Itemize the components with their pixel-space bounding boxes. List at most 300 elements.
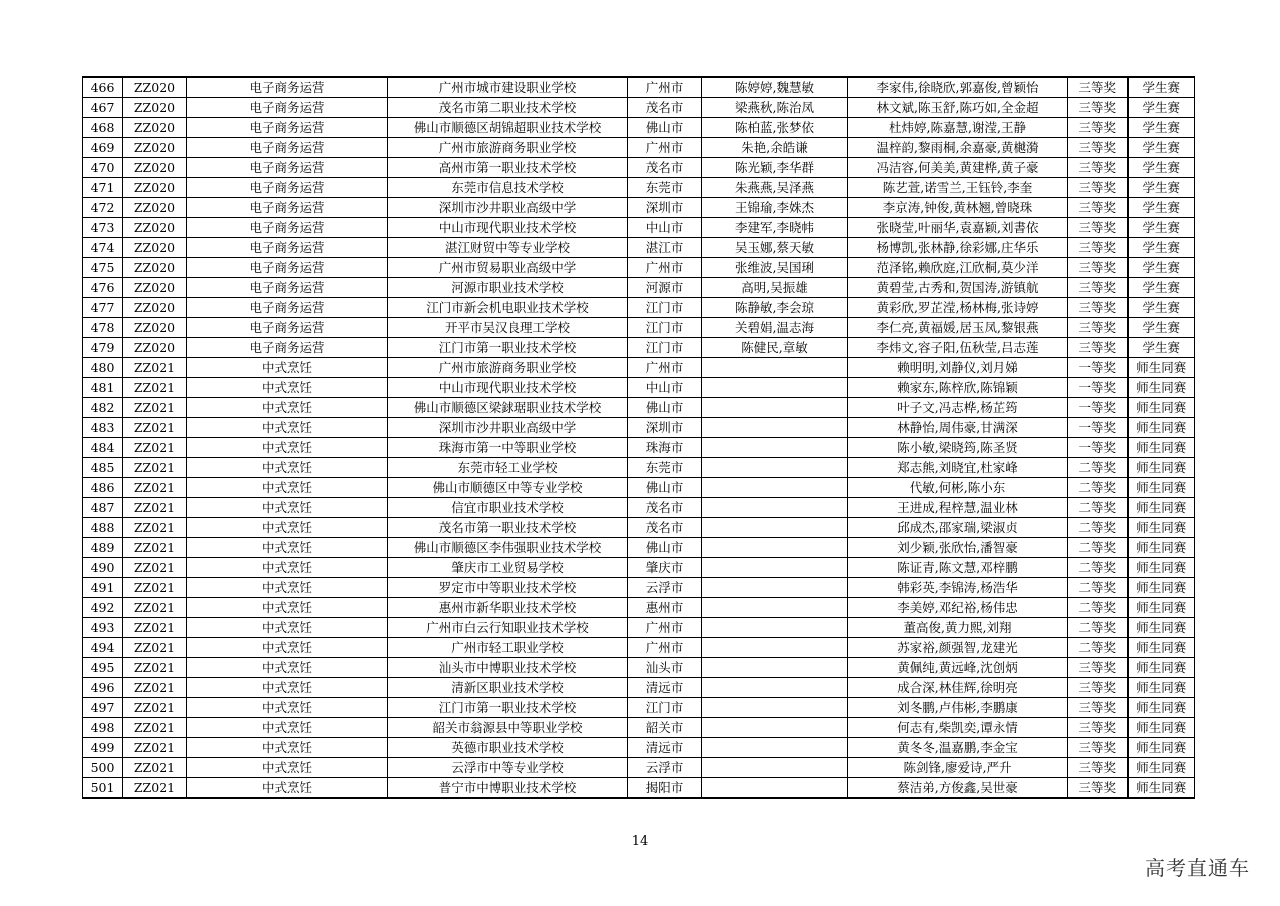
- contestants-cell: 黄彩欣,罗芷滢,杨林梅,张诗婷: [848, 298, 1068, 318]
- award-cell: 二等奖: [1068, 618, 1128, 638]
- award-cell: 三等奖: [1068, 278, 1128, 298]
- city-cell: 清远市: [628, 738, 702, 758]
- event-code-cell: ZZ020: [123, 338, 187, 358]
- event-name-cell: 中式烹饪: [187, 658, 388, 678]
- award-cell: 三等奖: [1068, 718, 1128, 738]
- results-body: [83, 77, 1195, 798]
- event-name-cell: 电子商务运营: [187, 198, 388, 218]
- award-cell: 二等奖: [1068, 558, 1128, 578]
- city-cell: 揭阳市: [628, 778, 702, 799]
- school-name-cell: 韶关市翁源县中等职业学校: [388, 718, 628, 738]
- instructors-cell: [702, 458, 848, 478]
- event-code-cell: ZZ021: [123, 558, 187, 578]
- table-row: [83, 238, 1195, 258]
- event-code-cell: ZZ020: [123, 118, 187, 138]
- category-cell: 师生同赛: [1128, 598, 1195, 618]
- row-number-cell: 479: [83, 338, 123, 358]
- instructors-cell: [702, 578, 848, 598]
- instructors-cell: 李建军,李晓帏: [702, 218, 848, 238]
- contestants-cell: 赖明明,刘静仪,刘月娣: [848, 358, 1068, 378]
- city-cell: 深圳市: [628, 198, 702, 218]
- category-cell: 学生赛: [1128, 298, 1195, 318]
- row-number-cell: 472: [83, 198, 123, 218]
- event-code-cell: ZZ021: [123, 578, 187, 598]
- event-code-cell: ZZ021: [123, 718, 187, 738]
- event-name-cell: 中式烹饪: [187, 738, 388, 758]
- table-row: [83, 498, 1195, 518]
- contestants-cell: 李京涛,钟俊,黄林翘,曾晓珠: [848, 198, 1068, 218]
- instructors-cell: [702, 478, 848, 498]
- school-name-cell: 广州市旅游商务职业学校: [388, 358, 628, 378]
- row-number-cell: 487: [83, 498, 123, 518]
- row-number-cell: 475: [83, 258, 123, 278]
- contestants-cell: 王进成,程梓慧,温业林: [848, 498, 1068, 518]
- instructors-cell: 陈婷婷,魏慧敏: [702, 77, 848, 98]
- row-number-cell: 493: [83, 618, 123, 638]
- school-name-cell: 佛山市顺德区李伟强职业技术学校: [388, 538, 628, 558]
- category-cell: 师生同赛: [1128, 738, 1195, 758]
- contestants-cell: 郑志熊,刘晓宜,杜家峰: [848, 458, 1068, 478]
- school-name-cell: 河源市职业技术学校: [388, 278, 628, 298]
- event-code-cell: ZZ021: [123, 638, 187, 658]
- city-cell: 河源市: [628, 278, 702, 298]
- school-name-cell: 广州市白云行知职业技术学校: [388, 618, 628, 638]
- award-cell: 二等奖: [1068, 578, 1128, 598]
- table-row: [83, 77, 1195, 98]
- instructors-cell: [702, 758, 848, 778]
- event-name-cell: 中式烹饪: [187, 478, 388, 498]
- city-cell: 东莞市: [628, 178, 702, 198]
- instructors-cell: 吴玉娜,蔡天敏: [702, 238, 848, 258]
- instructors-cell: [702, 718, 848, 738]
- event-name-cell: 中式烹饪: [187, 758, 388, 778]
- school-name-cell: 中山市现代职业技术学校: [388, 378, 628, 398]
- event-code-cell: ZZ021: [123, 698, 187, 718]
- event-code-cell: ZZ021: [123, 618, 187, 638]
- category-cell: 师生同赛: [1128, 678, 1195, 698]
- city-cell: 汕头市: [628, 658, 702, 678]
- city-cell: 广州市: [628, 138, 702, 158]
- event-name-cell: 电子商务运营: [187, 278, 388, 298]
- city-cell: 肇庆市: [628, 558, 702, 578]
- contestants-cell: 林文斌,陈玉舒,陈巧如,全金超: [848, 98, 1068, 118]
- instructors-cell: 朱艳,余皓谦: [702, 138, 848, 158]
- award-cell: 一等奖: [1068, 398, 1128, 418]
- category-cell: 学生赛: [1128, 258, 1195, 278]
- school-name-cell: 江门市第一职业技术学校: [388, 338, 628, 358]
- school-name-cell: 广州市贸易职业高级中学: [388, 258, 628, 278]
- school-name-cell: 佛山市顺德区中等专业学校: [388, 478, 628, 498]
- city-cell: 茂名市: [628, 158, 702, 178]
- award-cell: 二等奖: [1068, 598, 1128, 618]
- instructors-cell: [702, 538, 848, 558]
- event-code-cell: ZZ021: [123, 678, 187, 698]
- event-name-cell: 中式烹饪: [187, 698, 388, 718]
- instructors-cell: [702, 618, 848, 638]
- category-cell: 学生赛: [1128, 118, 1195, 138]
- table-row: [83, 138, 1195, 158]
- table-row: [83, 358, 1195, 378]
- table-row: [83, 718, 1195, 738]
- event-code-cell: ZZ020: [123, 218, 187, 238]
- award-cell: 一等奖: [1068, 438, 1128, 458]
- table-row: [83, 518, 1195, 538]
- category-cell: 学生赛: [1128, 138, 1195, 158]
- school-name-cell: 普宁市中博职业技术学校: [388, 778, 628, 799]
- instructors-cell: 陈柏蓝,张梦依: [702, 118, 848, 138]
- table-row: [83, 778, 1195, 799]
- city-cell: 清远市: [628, 678, 702, 698]
- table-row: [83, 458, 1195, 478]
- contestants-cell: 何志有,柴凯奕,谭永情: [848, 718, 1068, 738]
- contestants-cell: 黄冬冬,温嘉鹏,李金宝: [848, 738, 1068, 758]
- contestants-cell: 赖家东,陈梓欣,陈锦颖: [848, 378, 1068, 398]
- category-cell: 师生同赛: [1128, 478, 1195, 498]
- award-cell: 三等奖: [1068, 218, 1128, 238]
- instructors-cell: 陈静敏,李会琼: [702, 298, 848, 318]
- contestants-cell: 杨博凯,张林静,徐彩娜,庄华乐: [848, 238, 1068, 258]
- city-cell: 韶关市: [628, 718, 702, 738]
- school-name-cell: 茂名市第一职业技术学校: [388, 518, 628, 538]
- school-name-cell: 中山市现代职业技术学校: [388, 218, 628, 238]
- award-cell: 三等奖: [1068, 298, 1128, 318]
- event-name-cell: 中式烹饪: [187, 498, 388, 518]
- city-cell: 佛山市: [628, 478, 702, 498]
- row-number-cell: 500: [83, 758, 123, 778]
- table-row: [83, 98, 1195, 118]
- category-cell: 学生赛: [1128, 318, 1195, 338]
- instructors-cell: [702, 438, 848, 458]
- event-name-cell: 中式烹饪: [187, 358, 388, 378]
- school-name-cell: 深圳市沙井职业高级中学: [388, 198, 628, 218]
- table-row: [83, 398, 1195, 418]
- category-cell: 师生同赛: [1128, 718, 1195, 738]
- row-number-cell: 480: [83, 358, 123, 378]
- category-cell: 师生同赛: [1128, 558, 1195, 578]
- instructors-cell: [702, 498, 848, 518]
- category-cell: 学生赛: [1128, 198, 1195, 218]
- event-code-cell: ZZ020: [123, 98, 187, 118]
- row-number-cell: 477: [83, 298, 123, 318]
- row-number-cell: 468: [83, 118, 123, 138]
- row-number-cell: 470: [83, 158, 123, 178]
- award-cell: 一等奖: [1068, 358, 1128, 378]
- award-cell: 三等奖: [1068, 318, 1128, 338]
- instructors-cell: [702, 558, 848, 578]
- row-number-cell: 491: [83, 578, 123, 598]
- results-table: [82, 76, 1195, 799]
- row-number-cell: 486: [83, 478, 123, 498]
- contestants-cell: 蔡洁弟,方俊鑫,吴世豪: [848, 778, 1068, 799]
- category-cell: 师生同赛: [1128, 358, 1195, 378]
- event-code-cell: ZZ020: [123, 158, 187, 178]
- event-name-cell: 中式烹饪: [187, 578, 388, 598]
- contestants-cell: 代敏,何彬,陈小东: [848, 478, 1068, 498]
- instructors-cell: 张维波,吴国琍: [702, 258, 848, 278]
- event-code-cell: ZZ020: [123, 278, 187, 298]
- city-cell: 江门市: [628, 318, 702, 338]
- category-cell: 师生同赛: [1128, 658, 1195, 678]
- city-cell: 江门市: [628, 698, 702, 718]
- instructors-cell: 陈光颖,李华群: [702, 158, 848, 178]
- event-name-cell: 中式烹饪: [187, 458, 388, 478]
- event-name-cell: 电子商务运营: [187, 338, 388, 358]
- row-number-cell: 467: [83, 98, 123, 118]
- school-name-cell: 佛山市顺德区梁銶琚职业技术学校: [388, 398, 628, 418]
- row-number-cell: 495: [83, 658, 123, 678]
- instructors-cell: [702, 638, 848, 658]
- event-name-cell: 电子商务运营: [187, 178, 388, 198]
- award-cell: 三等奖: [1068, 778, 1128, 799]
- award-cell: 三等奖: [1068, 118, 1128, 138]
- category-cell: 学生赛: [1128, 158, 1195, 178]
- row-number-cell: 482: [83, 398, 123, 418]
- contestants-cell: 黄佩纯,黄远峰,沈创炳: [848, 658, 1068, 678]
- event-code-cell: ZZ021: [123, 418, 187, 438]
- city-cell: 广州市: [628, 638, 702, 658]
- event-code-cell: ZZ021: [123, 778, 187, 799]
- award-cell: 三等奖: [1068, 258, 1128, 278]
- instructors-cell: [702, 598, 848, 618]
- contestants-cell: 杜炜婷,陈嘉慧,谢滢,王静: [848, 118, 1068, 138]
- row-number-cell: 492: [83, 598, 123, 618]
- table-row: [83, 198, 1195, 218]
- event-name-cell: 电子商务运营: [187, 158, 388, 178]
- instructors-cell: 梁燕秋,陈治凤: [702, 98, 848, 118]
- school-name-cell: 东莞市信息技术学校: [388, 178, 628, 198]
- event-code-cell: ZZ020: [123, 77, 187, 98]
- city-cell: 广州市: [628, 258, 702, 278]
- table-row: [83, 578, 1195, 598]
- contestants-cell: 李美婷,邓纪裕,杨伟忠: [848, 598, 1068, 618]
- table-row: [83, 738, 1195, 758]
- instructors-cell: [702, 518, 848, 538]
- row-number-cell: 494: [83, 638, 123, 658]
- event-name-cell: 电子商务运营: [187, 77, 388, 98]
- table-row: [83, 378, 1195, 398]
- city-cell: 茂名市: [628, 98, 702, 118]
- event-name-cell: 中式烹饪: [187, 778, 388, 799]
- contestants-cell: 冯洁容,何美美,黄建桦,黄子豪: [848, 158, 1068, 178]
- school-name-cell: 罗定市中等职业技术学校: [388, 578, 628, 598]
- event-name-cell: 电子商务运营: [187, 258, 388, 278]
- event-code-cell: ZZ021: [123, 498, 187, 518]
- table-row: [83, 618, 1195, 638]
- event-name-cell: 中式烹饪: [187, 438, 388, 458]
- table-row: [83, 278, 1195, 298]
- award-cell: 三等奖: [1068, 178, 1128, 198]
- award-cell: 三等奖: [1068, 758, 1128, 778]
- school-name-cell: 广州市轻工职业学校: [388, 638, 628, 658]
- contestants-cell: 苏家裕,颜强智,龙建光: [848, 638, 1068, 658]
- event-code-cell: ZZ021: [123, 398, 187, 418]
- table-row: [83, 418, 1195, 438]
- event-code-cell: ZZ021: [123, 538, 187, 558]
- contestants-cell: 范泽铭,赖欣庭,江欣桐,莫少洋: [848, 258, 1068, 278]
- row-number-cell: 484: [83, 438, 123, 458]
- school-name-cell: 广州市城市建设职业学校: [388, 77, 628, 98]
- contestants-cell: 陈小敏,梁晓筠,陈圣贤: [848, 438, 1068, 458]
- category-cell: 师生同赛: [1128, 438, 1195, 458]
- award-cell: 二等奖: [1068, 458, 1128, 478]
- school-name-cell: 英德市职业技术学校: [388, 738, 628, 758]
- event-name-cell: 电子商务运营: [187, 98, 388, 118]
- award-cell: 三等奖: [1068, 77, 1128, 98]
- table-row: [83, 118, 1195, 138]
- instructors-cell: 朱燕燕,吴泽燕: [702, 178, 848, 198]
- event-code-cell: ZZ021: [123, 518, 187, 538]
- contestants-cell: 陈艺萱,诺雪兰,王钰铃,李奎: [848, 178, 1068, 198]
- event-name-cell: 电子商务运营: [187, 118, 388, 138]
- category-cell: 学生赛: [1128, 238, 1195, 258]
- event-code-cell: ZZ021: [123, 378, 187, 398]
- city-cell: 云浮市: [628, 758, 702, 778]
- page-number: 14: [631, 834, 649, 849]
- row-number-cell: 488: [83, 518, 123, 538]
- event-code-cell: ZZ021: [123, 738, 187, 758]
- award-cell: 一等奖: [1068, 378, 1128, 398]
- event-code-cell: ZZ020: [123, 318, 187, 338]
- category-cell: 师生同赛: [1128, 638, 1195, 658]
- category-cell: 师生同赛: [1128, 778, 1195, 799]
- table-row: [83, 158, 1195, 178]
- category-cell: 师生同赛: [1128, 538, 1195, 558]
- contestants-cell: 张晓莹,叶丽华,袁嘉颖,刘書依: [848, 218, 1068, 238]
- category-cell: 师生同赛: [1128, 518, 1195, 538]
- instructors-cell: [702, 358, 848, 378]
- row-number-cell: 466: [83, 77, 123, 98]
- instructors-cell: [702, 658, 848, 678]
- category-cell: 学生赛: [1128, 278, 1195, 298]
- contestants-cell: 李仁亮,黄福媛,居玉凤,黎银燕: [848, 318, 1068, 338]
- row-number-cell: 499: [83, 738, 123, 758]
- school-name-cell: 高州市第一职业技术学校: [388, 158, 628, 178]
- table-row: [83, 258, 1195, 278]
- event-name-cell: 中式烹饪: [187, 518, 388, 538]
- award-cell: 三等奖: [1068, 138, 1128, 158]
- row-number-cell: 498: [83, 718, 123, 738]
- instructors-cell: [702, 418, 848, 438]
- category-cell: 师生同赛: [1128, 458, 1195, 478]
- row-number-cell: 481: [83, 378, 123, 398]
- school-name-cell: 清新区职业技术学校: [388, 678, 628, 698]
- event-name-cell: 电子商务运营: [187, 298, 388, 318]
- award-cell: 三等奖: [1068, 98, 1128, 118]
- school-name-cell: 惠州市新华职业技术学校: [388, 598, 628, 618]
- contestants-cell: 叶子文,冯志桦,杨芷筠: [848, 398, 1068, 418]
- row-number-cell: 489: [83, 538, 123, 558]
- event-code-cell: ZZ021: [123, 458, 187, 478]
- event-code-cell: ZZ020: [123, 178, 187, 198]
- event-name-cell: 电子商务运营: [187, 238, 388, 258]
- category-cell: 学生赛: [1128, 77, 1195, 98]
- city-cell: 江门市: [628, 338, 702, 358]
- event-code-cell: ZZ020: [123, 138, 187, 158]
- table-row: [83, 598, 1195, 618]
- school-name-cell: 肇庆市工业贸易学校: [388, 558, 628, 578]
- event-code-cell: ZZ020: [123, 198, 187, 218]
- city-cell: 广州市: [628, 618, 702, 638]
- event-name-cell: 中式烹饪: [187, 398, 388, 418]
- table-row: [83, 178, 1195, 198]
- school-name-cell: 茂名市第二职业技术学校: [388, 98, 628, 118]
- award-cell: 二等奖: [1068, 478, 1128, 498]
- category-cell: 师生同赛: [1128, 398, 1195, 418]
- city-cell: 深圳市: [628, 418, 702, 438]
- city-cell: 佛山市: [628, 398, 702, 418]
- instructors-cell: [702, 378, 848, 398]
- table-row: [83, 678, 1195, 698]
- event-name-cell: 中式烹饪: [187, 678, 388, 698]
- city-cell: 湛江市: [628, 238, 702, 258]
- award-cell: 二等奖: [1068, 518, 1128, 538]
- award-cell: 三等奖: [1068, 198, 1128, 218]
- table-row: [83, 698, 1195, 718]
- table-row: [83, 758, 1195, 778]
- event-name-cell: 中式烹饪: [187, 558, 388, 578]
- event-code-cell: ZZ021: [123, 478, 187, 498]
- school-name-cell: 江门市第一职业技术学校: [388, 698, 628, 718]
- table-row: [83, 658, 1195, 678]
- school-name-cell: 佛山市顺德区胡锦超职业技术学校: [388, 118, 628, 138]
- table-row: [83, 298, 1195, 318]
- category-cell: 师生同赛: [1128, 758, 1195, 778]
- award-cell: 三等奖: [1068, 658, 1128, 678]
- school-name-cell: 珠海市第一中等职业学校: [388, 438, 628, 458]
- row-number-cell: 474: [83, 238, 123, 258]
- contestants-cell: 刘少颖,张欣怡,潘智豪: [848, 538, 1068, 558]
- event-name-cell: 中式烹饪: [187, 618, 388, 638]
- instructors-cell: [702, 698, 848, 718]
- table-row: [83, 318, 1195, 338]
- city-cell: 佛山市: [628, 118, 702, 138]
- event-name-cell: 中式烹饪: [187, 378, 388, 398]
- award-cell: 二等奖: [1068, 538, 1128, 558]
- row-number-cell: 483: [83, 418, 123, 438]
- row-number-cell: 473: [83, 218, 123, 238]
- watermark: 高考直通车: [1145, 856, 1250, 880]
- category-cell: 师生同赛: [1128, 578, 1195, 598]
- table-row: [83, 438, 1195, 458]
- award-cell: 三等奖: [1068, 698, 1128, 718]
- school-name-cell: 汕头市中博职业技术学校: [388, 658, 628, 678]
- row-number-cell: 485: [83, 458, 123, 478]
- table-row: [83, 478, 1195, 498]
- category-cell: 师生同赛: [1128, 618, 1195, 638]
- event-name-cell: 电子商务运营: [187, 318, 388, 338]
- row-number-cell: 476: [83, 278, 123, 298]
- school-name-cell: 深圳市沙井职业高级中学: [388, 418, 628, 438]
- event-name-cell: 电子商务运营: [187, 218, 388, 238]
- award-cell: 三等奖: [1068, 238, 1128, 258]
- event-code-cell: ZZ020: [123, 238, 187, 258]
- event-code-cell: ZZ021: [123, 758, 187, 778]
- city-cell: 惠州市: [628, 598, 702, 618]
- award-cell: 一等奖: [1068, 418, 1128, 438]
- instructors-cell: [702, 398, 848, 418]
- instructors-cell: 关碧娟,温志海: [702, 318, 848, 338]
- row-number-cell: 478: [83, 318, 123, 338]
- city-cell: 广州市: [628, 77, 702, 98]
- contestants-cell: 李炜文,容子阳,伍秋莹,吕志莲: [848, 338, 1068, 358]
- city-cell: 中山市: [628, 378, 702, 398]
- contestants-cell: 温梓韵,黎雨桐,余嘉豪,黄樾漪: [848, 138, 1068, 158]
- school-name-cell: 云浮市中等专业学校: [388, 758, 628, 778]
- contestants-cell: 刘冬鹏,卢伟彬,李鹏康: [848, 698, 1068, 718]
- category-cell: 师生同赛: [1128, 418, 1195, 438]
- event-code-cell: ZZ020: [123, 298, 187, 318]
- city-cell: 广州市: [628, 358, 702, 378]
